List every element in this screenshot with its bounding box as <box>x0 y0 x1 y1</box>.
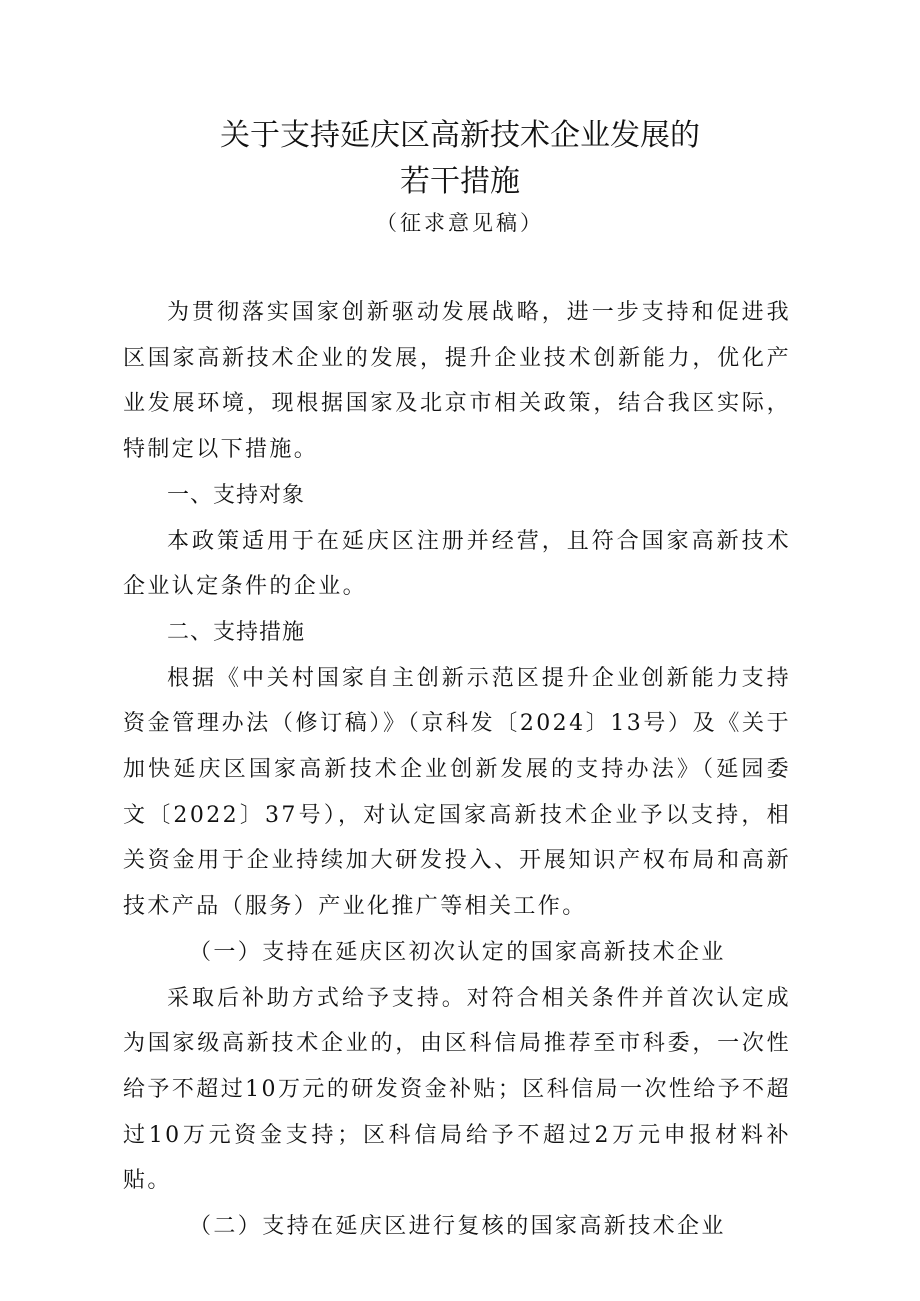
section1-heading: 一、支持对象 <box>167 482 306 508</box>
document-body <box>123 290 791 1250</box>
section1-paragraph: 本政策适用于在延庆区注册并经营，且符合国家高新技术企业认定条件的企业。 <box>123 528 791 600</box>
intro-paragraph: 为贯彻落实国家创新驱动发展战略，进一步支持和促进我区国家高新技术企业的发展，提升企业技术创新能力，优化产业发展环境，现根据国家及北京市相关政策，结合我区实际，特制定以下措施。 <box>123 300 791 463</box>
subsection1-paragraph: 采取后补助方式给予支持。对符合相关条件并首次认定成为国家级高新技术企业的，由区科信局推荐至市科委，一次性给予不超过10万元的研发资金补贴；区科信局一次性给予不超过10万元资金支持；区科信局给予不超过2万元申报材料补贴。 <box>123 985 791 1194</box>
subsection2-heading: （二）支持在延庆区进行复核的国家高新技术企业 <box>189 1214 726 1240</box>
subsection1-heading: （一）支持在延庆区初次认定的国家高新技术企业 <box>189 939 726 965</box>
section2-heading: 二、支持措施 <box>167 619 306 645</box>
document-title-line1: 关于支持延庆区高新技术企业发展的 <box>220 118 700 153</box>
document-title-line2: 若干措施 <box>400 164 520 199</box>
section2-paragraph: 根据《中关村国家自主创新示范区提升企业创新能力支持资金管理办法（修订稿）》（京科发〔2024〕13号）及《关于加快延庆区国家高新技术企业创新发展的支持办法》（延园委文〔2022〕37号），对认定国家高新技术企业予以支持，相关资金用于企业持续加大研发投入、开展知识产权布局和高新技术产品（服务）产业化推广等相关工作。 <box>123 665 791 920</box>
document-subtitle: （征求意见稿） <box>376 211 544 235</box>
